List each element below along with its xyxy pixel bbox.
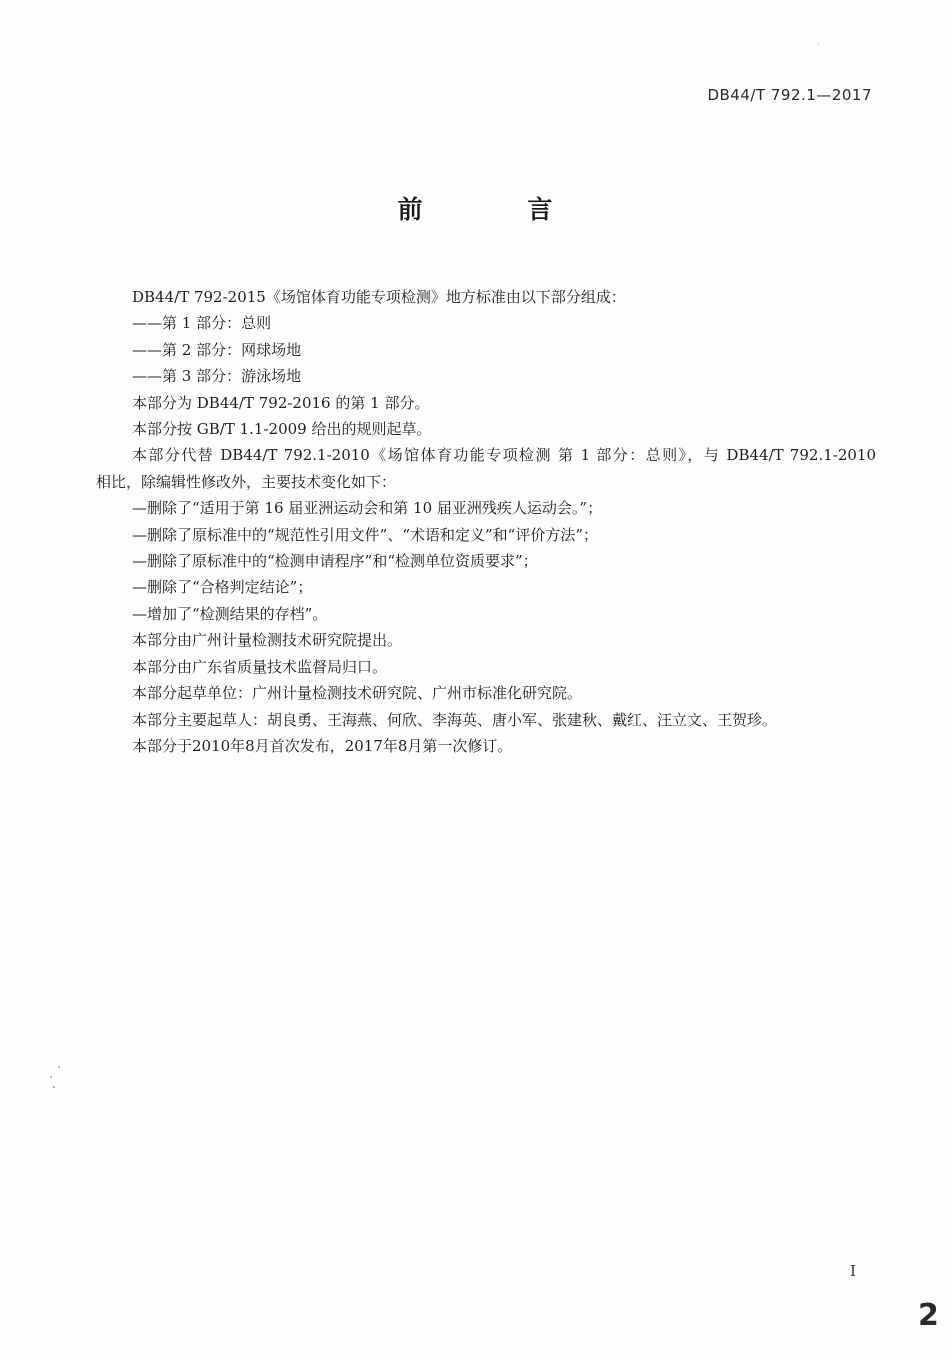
scan-speck: [818, 44, 819, 45]
paragraph: 相比，除编辑性修改外，主要技术变化如下：: [96, 472, 397, 491]
scan-speck: [58, 1066, 60, 1068]
list-item: ——第 2 部分：网球场地: [132, 340, 302, 359]
paragraph: 本部分由广东省质量技术监督局归口。: [132, 657, 388, 676]
paragraph: 本部分按 GB/T 1.1-2009 给出的规则起草。: [132, 420, 432, 439]
page-title: 前 言: [397, 195, 601, 224]
paragraph: 本部分主要起草人：胡良勇、王海燕、何欣、李海英、唐小军、张建秋、戴红、汪立文、王贺珍。: [132, 710, 778, 729]
list-item: ——第 1 部分：总则: [132, 314, 272, 333]
page-number: I: [850, 1262, 856, 1280]
paragraph: 本部分由广州计量检测技术研究院提出。: [132, 631, 403, 650]
list-item: —增加了“检测结果的存档”。: [132, 604, 328, 623]
list-item: —删除了原标准中的“检测申请程序”和“检测单位资质要求”；: [132, 552, 538, 571]
corner-mark: 2: [918, 1298, 939, 1333]
foreword-body: [96, 284, 876, 759]
standard-code: DB44/T 792.1—2017: [707, 86, 872, 104]
list-item: ——第 3 部分：游泳场地: [132, 367, 302, 386]
list-item: —删除了“适用于第 16 届亚洲运动会和第 10 届亚洲残疾人运动会。”；: [132, 499, 603, 518]
paragraph: DB44/T 792-2015《场馆体育功能专项检测》地方标准由以下部分组成：: [132, 288, 626, 306]
list-item: —删除了原标准中的“规范性引用文件”、“术语和定义”和“评价方法”；: [132, 525, 599, 544]
paragraph: 本部分于2010年8月首次发布，2017年8月第一次修订。: [132, 736, 513, 755]
scan-speck: [50, 1076, 52, 1078]
list-item: —删除了“合格判定结论”；: [132, 578, 313, 597]
paragraph: 本部分起草单位：广州计量检测技术研究院、广州市标准化研究院。: [132, 684, 583, 703]
paragraph: 本部分代替 DB44/T 792.1-2010《场馆体育功能专项检测 第 1 部分：总则》，与 DB44/T 792.1-2010: [132, 446, 876, 465]
scan-speck: [53, 1086, 55, 1088]
paragraph: 本部分为 DB44/T 792-2016 的第 1 部分。: [132, 393, 430, 412]
